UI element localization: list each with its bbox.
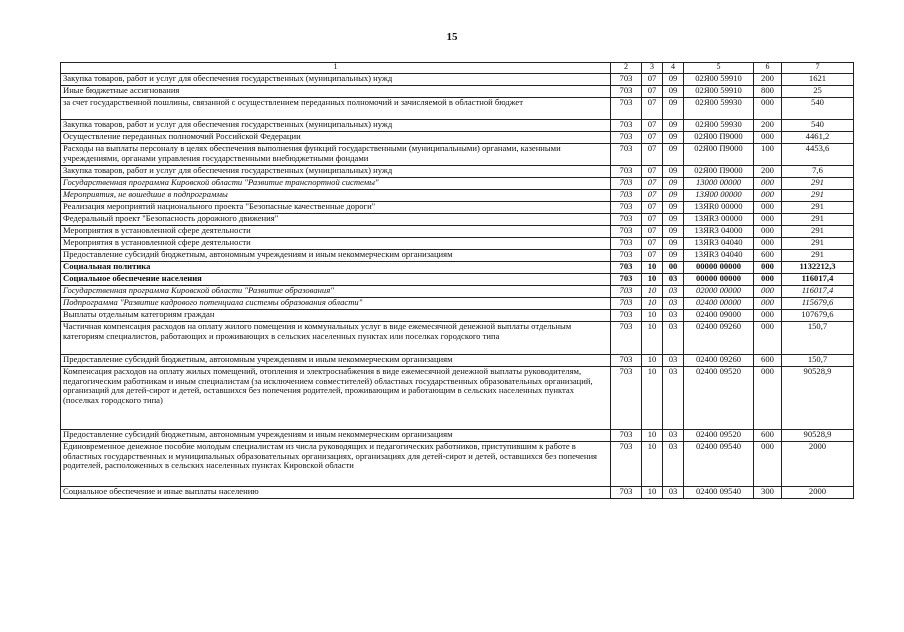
- table-row: [61, 238, 854, 250]
- table-row: [61, 202, 854, 214]
- page-number: 15: [446, 31, 458, 43]
- row-col4-cell: 09: [663, 86, 684, 98]
- row-col2-cell: 703: [611, 120, 642, 132]
- table-row: [61, 355, 854, 367]
- row-col5-cell: 02Я00 59910: [684, 74, 754, 86]
- row-col5-cell: 02400 09540: [684, 487, 754, 499]
- row-col3-cell: 10: [642, 286, 663, 298]
- row-col5-cell: 02Я00 59930: [684, 98, 754, 120]
- header-cell: 7: [782, 63, 854, 74]
- table-row: [61, 298, 854, 310]
- table-row: [61, 190, 854, 202]
- row-col5-cell: 02400 09540: [684, 442, 754, 487]
- row-col2-cell: 703: [611, 286, 642, 298]
- row-col5-cell: 02Я00 П9000: [684, 144, 754, 166]
- row-name-cell: Социальное обеспечение населения: [61, 274, 611, 286]
- row-col4-cell: 00: [663, 262, 684, 274]
- header-cell: 1: [61, 63, 611, 74]
- row-col4-cell: 09: [663, 178, 684, 190]
- row-col5-cell: 13ЯR3 00000: [684, 214, 754, 226]
- row-amount-cell: 90528,9: [782, 430, 854, 442]
- row-col5-cell: 02400 00000: [684, 298, 754, 310]
- row-col4-cell: 09: [663, 166, 684, 178]
- header-cell: 2: [611, 63, 642, 74]
- row-name-cell: Частичная компенсация расходов на оплату жилого помещения и коммунальных услуг в виде ежемесячной денежной выплаты отдельным категориям специалистов, работающих и проживающих в сельских населенных пунктах или поселках городского типа: [61, 322, 611, 355]
- row-amount-cell: 107679,6: [782, 310, 854, 322]
- row-amount-cell: 1621: [782, 74, 854, 86]
- row-col3-cell: 07: [642, 132, 663, 144]
- table-row: [61, 74, 854, 86]
- row-col4-cell: 03: [663, 367, 684, 430]
- row-col3-cell: 10: [642, 367, 663, 430]
- row-name-cell: Иные бюджетные ассигнования: [61, 86, 611, 98]
- row-amount-cell: 291: [782, 190, 854, 202]
- row-name-cell: Реализация мероприятий национального проекта "Безопасные качественные дороги": [61, 202, 611, 214]
- row-col2-cell: 703: [611, 262, 642, 274]
- row-col3-cell: 07: [642, 226, 663, 238]
- table-row: [61, 310, 854, 322]
- row-col6-cell: 000: [754, 310, 782, 322]
- row-col6-cell: 600: [754, 355, 782, 367]
- row-col6-cell: 100: [754, 144, 782, 166]
- row-col4-cell: 03: [663, 286, 684, 298]
- row-col3-cell: 10: [642, 487, 663, 499]
- row-col6-cell: 000: [754, 190, 782, 202]
- row-col2-cell: 703: [611, 310, 642, 322]
- row-name-cell: Подпрограмма "Развитие кадрового потенциала системы образования области": [61, 298, 611, 310]
- row-col2-cell: 703: [611, 238, 642, 250]
- table-row: [61, 226, 854, 238]
- row-col5-cell: 02Я00 59910: [684, 86, 754, 98]
- row-col5-cell: 02000 00000: [684, 286, 754, 298]
- table-row: [61, 442, 854, 487]
- row-col2-cell: 703: [611, 86, 642, 98]
- row-col4-cell: 09: [663, 120, 684, 132]
- row-amount-cell: 4461,2: [782, 132, 854, 144]
- row-col2-cell: 703: [611, 226, 642, 238]
- table-row: [61, 286, 854, 298]
- row-col6-cell: 200: [754, 120, 782, 132]
- table-row: [61, 86, 854, 98]
- row-amount-cell: 150,7: [782, 355, 854, 367]
- row-col5-cell: 13000 00000: [684, 178, 754, 190]
- row-col2-cell: 703: [611, 166, 642, 178]
- row-name-cell: Осуществление переданных полномочий Российской Федерации: [61, 132, 611, 144]
- row-amount-cell: 150,7: [782, 322, 854, 355]
- row-col6-cell: 000: [754, 226, 782, 238]
- row-name-cell: Закупка товаров, работ и услуг для обеспечения государственных (муниципальных) нужд: [61, 166, 611, 178]
- row-col2-cell: 703: [611, 355, 642, 367]
- row-name-cell: Предоставление субсидий бюджетным, автономным учреждениям и иным некоммерческим организациям: [61, 250, 611, 262]
- row-col4-cell: 09: [663, 190, 684, 202]
- row-col3-cell: 07: [642, 250, 663, 262]
- table-row: [61, 132, 854, 144]
- budget-table: [60, 62, 854, 499]
- row-col5-cell: 00000 00000: [684, 262, 754, 274]
- row-col3-cell: 07: [642, 74, 663, 86]
- row-col3-cell: 10: [642, 355, 663, 367]
- row-name-cell: Компенсация расходов на оплату жилых помещений, отопления и электроснабжения в виде ежемесячной денежной выплаты руководителям, педагогическим работникам и иным специалистам (за исключением совместителей) областных государственных образовательных организаций, организаций для детей-сирот и детей, оставшихся без попечения родителей, проживающим и работающим в сельских населенных пунктах (поселках городского типа): [61, 367, 611, 430]
- row-col4-cell: 03: [663, 322, 684, 355]
- row-col6-cell: 000: [754, 202, 782, 214]
- row-col4-cell: 03: [663, 310, 684, 322]
- row-col5-cell: 02400 09000: [684, 310, 754, 322]
- row-col2-cell: 703: [611, 274, 642, 286]
- row-name-cell: Государственная программа Кировской области "Развитие образования": [61, 286, 611, 298]
- row-col2-cell: 703: [611, 202, 642, 214]
- row-col5-cell: 13ЯR3 04040: [684, 238, 754, 250]
- row-col6-cell: 000: [754, 322, 782, 355]
- row-col6-cell: 000: [754, 132, 782, 144]
- row-col3-cell: 07: [642, 190, 663, 202]
- row-col6-cell: 800: [754, 86, 782, 98]
- row-col6-cell: 600: [754, 430, 782, 442]
- row-col5-cell: 02400 09260: [684, 322, 754, 355]
- row-col2-cell: 703: [611, 98, 642, 120]
- row-col3-cell: 07: [642, 214, 663, 226]
- table-header-row: [61, 63, 854, 74]
- table-row: [61, 487, 854, 499]
- row-name-cell: Расходы на выплаты персоналу в целях обеспечения выполнения функций государственными (муниципальными) органами, казенными учреждениями, органами управления государственными внебюджетными фондами: [61, 144, 611, 166]
- row-name-cell: Закупка товаров, работ и услуг для обеспечения государственных (муниципальных) нужд: [61, 74, 611, 86]
- row-col4-cell: 09: [663, 238, 684, 250]
- row-col5-cell: 02400 09520: [684, 430, 754, 442]
- row-col5-cell: 02400 09520: [684, 367, 754, 430]
- row-col5-cell: 13Я00 00000: [684, 190, 754, 202]
- row-col5-cell: 02Я00 59930: [684, 120, 754, 132]
- row-col5-cell: 00000 00000: [684, 274, 754, 286]
- row-col5-cell: 02400 09260: [684, 355, 754, 367]
- row-name-cell: Социальное обеспечение и иные выплаты населению: [61, 487, 611, 499]
- row-name-cell: Мероприятия, не вошедшие в подпрограммы: [61, 190, 611, 202]
- row-col6-cell: 000: [754, 178, 782, 190]
- row-col4-cell: 09: [663, 226, 684, 238]
- row-amount-cell: 291: [782, 178, 854, 190]
- row-col6-cell: 000: [754, 98, 782, 120]
- row-col4-cell: 03: [663, 355, 684, 367]
- row-col5-cell: 13ЯR3 04040: [684, 250, 754, 262]
- row-col4-cell: 03: [663, 298, 684, 310]
- row-name-cell: Социальная политика: [61, 262, 611, 274]
- row-name-cell: Федеральный проект "Безопасность дорожного движения": [61, 214, 611, 226]
- row-name-cell: Мероприятия в установленной сфере деятельности: [61, 238, 611, 250]
- row-col3-cell: 07: [642, 98, 663, 120]
- row-col6-cell: 000: [754, 442, 782, 487]
- row-col2-cell: 703: [611, 74, 642, 86]
- row-amount-cell: 2000: [782, 487, 854, 499]
- row-name-cell: Предоставление субсидий бюджетным, автономным учреждениям и иным некоммерческим организациям: [61, 430, 611, 442]
- row-col4-cell: 09: [663, 74, 684, 86]
- row-col6-cell: 000: [754, 367, 782, 430]
- row-col2-cell: 703: [611, 442, 642, 487]
- row-name-cell: за счет государственной пошлины, связанной с осуществлением переданных полномочий и зачисляемой в областной бюджет: [61, 98, 611, 120]
- row-amount-cell: 291: [782, 202, 854, 214]
- row-col2-cell: 703: [611, 487, 642, 499]
- table-row: [61, 367, 854, 430]
- table-row: [61, 214, 854, 226]
- row-amount-cell: 25: [782, 86, 854, 98]
- row-col2-cell: 703: [611, 178, 642, 190]
- table-row: [61, 262, 854, 274]
- row-col3-cell: 10: [642, 310, 663, 322]
- row-name-cell: Мероприятия в установленной сфере деятельности: [61, 226, 611, 238]
- table-row: [61, 274, 854, 286]
- row-amount-cell: 291: [782, 250, 854, 262]
- row-col2-cell: 703: [611, 190, 642, 202]
- row-name-cell: Закупка товаров, работ и услуг для обеспечения государственных (муниципальных) нужд: [61, 120, 611, 132]
- row-amount-cell: 1132212,3: [782, 262, 854, 274]
- row-col4-cell: 03: [663, 442, 684, 487]
- row-amount-cell: 291: [782, 214, 854, 226]
- row-col3-cell: 10: [642, 274, 663, 286]
- row-name-cell: Государственная программа Кировской области "Развитие транспортной системы": [61, 178, 611, 190]
- row-col4-cell: 09: [663, 144, 684, 166]
- table-row: [61, 430, 854, 442]
- row-amount-cell: 90528,9: [782, 367, 854, 430]
- header-cell: 6: [754, 63, 782, 74]
- table-row: [61, 322, 854, 355]
- row-col6-cell: 000: [754, 298, 782, 310]
- row-col2-cell: 703: [611, 250, 642, 262]
- row-col2-cell: 703: [611, 132, 642, 144]
- table-row: [61, 166, 854, 178]
- row-col5-cell: 13ЯR0 00000: [684, 202, 754, 214]
- row-col4-cell: 09: [663, 250, 684, 262]
- row-col6-cell: 000: [754, 238, 782, 250]
- row-col6-cell: 000: [754, 286, 782, 298]
- row-col5-cell: 13ЯR3 04000: [684, 226, 754, 238]
- header-cell: 4: [663, 63, 684, 74]
- row-amount-cell: 540: [782, 98, 854, 120]
- row-amount-cell: 540: [782, 120, 854, 132]
- header-cell: 5: [684, 63, 754, 74]
- row-amount-cell: 291: [782, 238, 854, 250]
- table-row: [61, 144, 854, 166]
- row-col3-cell: 10: [642, 430, 663, 442]
- row-amount-cell: 2000: [782, 442, 854, 487]
- row-col4-cell: 09: [663, 214, 684, 226]
- table-row: [61, 178, 854, 190]
- row-col2-cell: 703: [611, 430, 642, 442]
- header-cell: 3: [642, 63, 663, 74]
- row-col2-cell: 703: [611, 298, 642, 310]
- row-col4-cell: 09: [663, 132, 684, 144]
- row-amount-cell: 291: [782, 226, 854, 238]
- row-col3-cell: 07: [642, 202, 663, 214]
- row-col6-cell: 000: [754, 214, 782, 226]
- row-name-cell: Единовременное денежное пособие молодым специалистам из числа руководящих и педагогических работников, приступившим к работе в областных государственных и муниципальных образовательных организациях, организациях для детей-сирот и детей, оставшихся без попечения родителей, расположенных в сельских населенных пунктах Кировской области: [61, 442, 611, 487]
- row-col6-cell: 200: [754, 74, 782, 86]
- row-col3-cell: 07: [642, 238, 663, 250]
- table-row: [61, 98, 854, 120]
- row-col5-cell: 02Я00 П9000: [684, 132, 754, 144]
- row-col6-cell: 600: [754, 250, 782, 262]
- row-col4-cell: 03: [663, 487, 684, 499]
- row-col2-cell: 703: [611, 367, 642, 430]
- row-col3-cell: 07: [642, 120, 663, 132]
- row-name-cell: Предоставление субсидий бюджетным, автономным учреждениям и иным некоммерческим организациям: [61, 355, 611, 367]
- row-col6-cell: 300: [754, 487, 782, 499]
- row-col3-cell: 10: [642, 442, 663, 487]
- row-col4-cell: 09: [663, 98, 684, 120]
- row-col2-cell: 703: [611, 214, 642, 226]
- row-amount-cell: 7,6: [782, 166, 854, 178]
- row-col6-cell: 000: [754, 274, 782, 286]
- row-amount-cell: 115679,6: [782, 298, 854, 310]
- row-amount-cell: 4453,6: [782, 144, 854, 166]
- row-col3-cell: 07: [642, 86, 663, 98]
- row-col6-cell: 200: [754, 166, 782, 178]
- row-col6-cell: 000: [754, 262, 782, 274]
- table-row: [61, 250, 854, 262]
- row-amount-cell: 116017,4: [782, 286, 854, 298]
- row-col3-cell: 10: [642, 298, 663, 310]
- row-name-cell: Выплаты отдельным категориям граждан: [61, 310, 611, 322]
- row-amount-cell: 116017,4: [782, 274, 854, 286]
- row-col2-cell: 703: [611, 322, 642, 355]
- row-col3-cell: 07: [642, 178, 663, 190]
- row-col3-cell: 10: [642, 322, 663, 355]
- row-col4-cell: 09: [663, 202, 684, 214]
- row-col5-cell: 02Я00 П9000: [684, 166, 754, 178]
- row-col3-cell: 07: [642, 166, 663, 178]
- row-col3-cell: 07: [642, 144, 663, 166]
- row-col4-cell: 03: [663, 430, 684, 442]
- row-col4-cell: 03: [663, 274, 684, 286]
- row-col2-cell: 703: [611, 144, 642, 166]
- row-col3-cell: 10: [642, 262, 663, 274]
- table-row: [61, 120, 854, 132]
